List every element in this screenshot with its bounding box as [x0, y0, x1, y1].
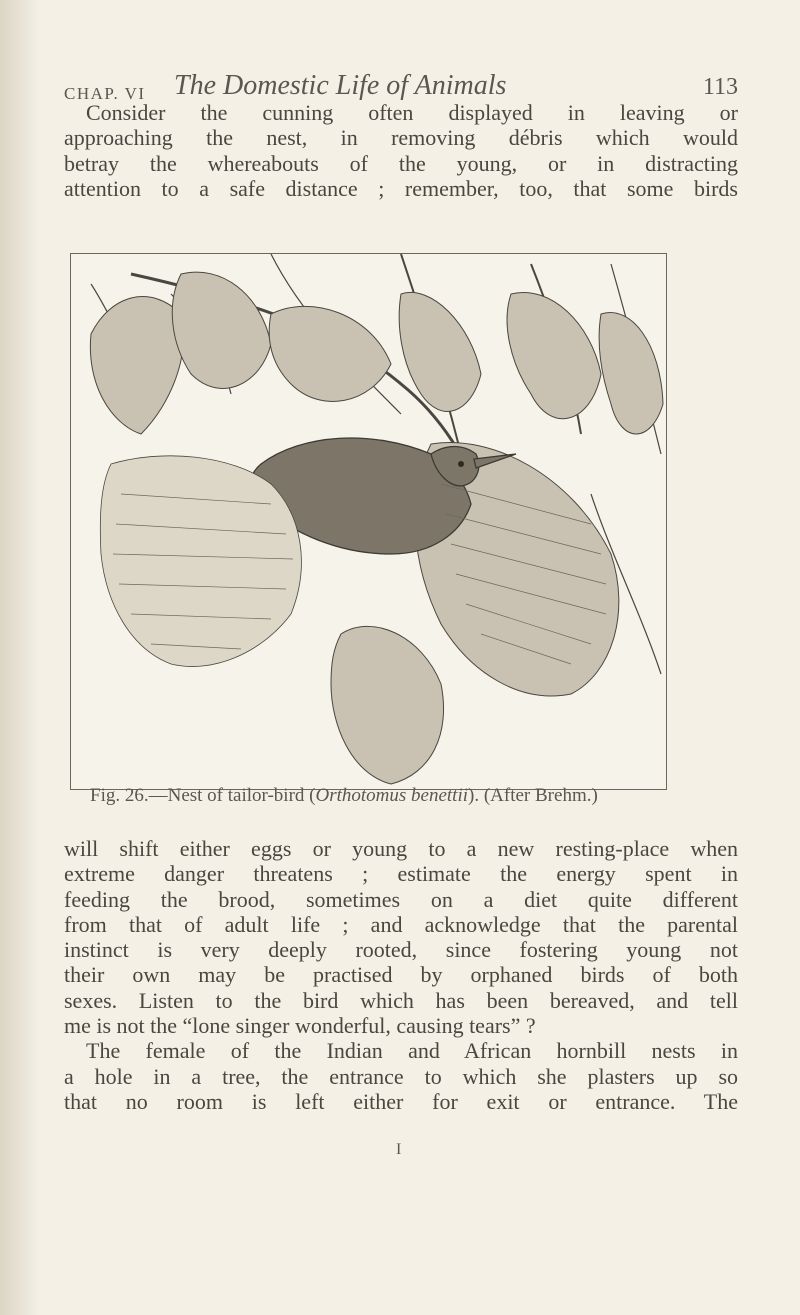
figure-illustration [70, 253, 667, 790]
text-line: instinct is very deeply rooted, since fostering young not [64, 937, 738, 963]
figure-caption: Fig. 26.—Nest of tailor-bird (Orthotomus benettii). (After Brehm.) [90, 785, 598, 806]
text-line: from that of adult life ; and acknowledge that the parental [64, 911, 738, 937]
body-text-bottom [64, 836, 738, 1114]
caption-species: Orthotomus benettii [315, 785, 469, 806]
text-line: feeding the brood, sometimes on a diet quite different [64, 886, 738, 912]
caption-label: Fig. 26.—Nest of tailor-bird [90, 785, 305, 806]
text-line: extreme danger threatens ; estimate the energy spent in [64, 861, 738, 887]
signature-mark: I [396, 1141, 402, 1158]
text-line: that no room is left either for exit or entrance. The [64, 1088, 738, 1114]
text-line: a hole in a tree, the entrance to which she plasters up so [64, 1063, 738, 1089]
text-line: attention to a safe distance ; remember, too, that some birds [64, 175, 738, 201]
running-title: The Domestic Life of Animals [174, 70, 507, 101]
text-line: sexes. Listen to the bird which has been bereaved, and tell [64, 987, 738, 1013]
chapter-label: CHAP. VI [64, 84, 146, 103]
text-line: approaching the nest, in removing débris which would [64, 125, 738, 151]
page-edge-shadow [0, 0, 40, 1315]
text-line: will shift either eggs or young to a new resting-place when [64, 836, 738, 861]
text-line: their own may be practised by orphaned birds of both [64, 962, 738, 988]
text-line: betray the whereabouts of the young, or in distracting [64, 150, 738, 176]
body-text-top [64, 100, 738, 201]
page-number: 113 [702, 74, 738, 100]
text-line: Consider the cunning often displayed in leaving or [86, 100, 738, 125]
tailor-bird-engraving [71, 254, 666, 789]
caption-credit: (After Brehm.) [483, 785, 598, 806]
text-line: The female of the Indian and African hornbill nests in [86, 1038, 738, 1064]
text-line: me is not the “lone singer wonderful, causing tears” ? [64, 1013, 536, 1039]
bird-eye [458, 461, 464, 467]
